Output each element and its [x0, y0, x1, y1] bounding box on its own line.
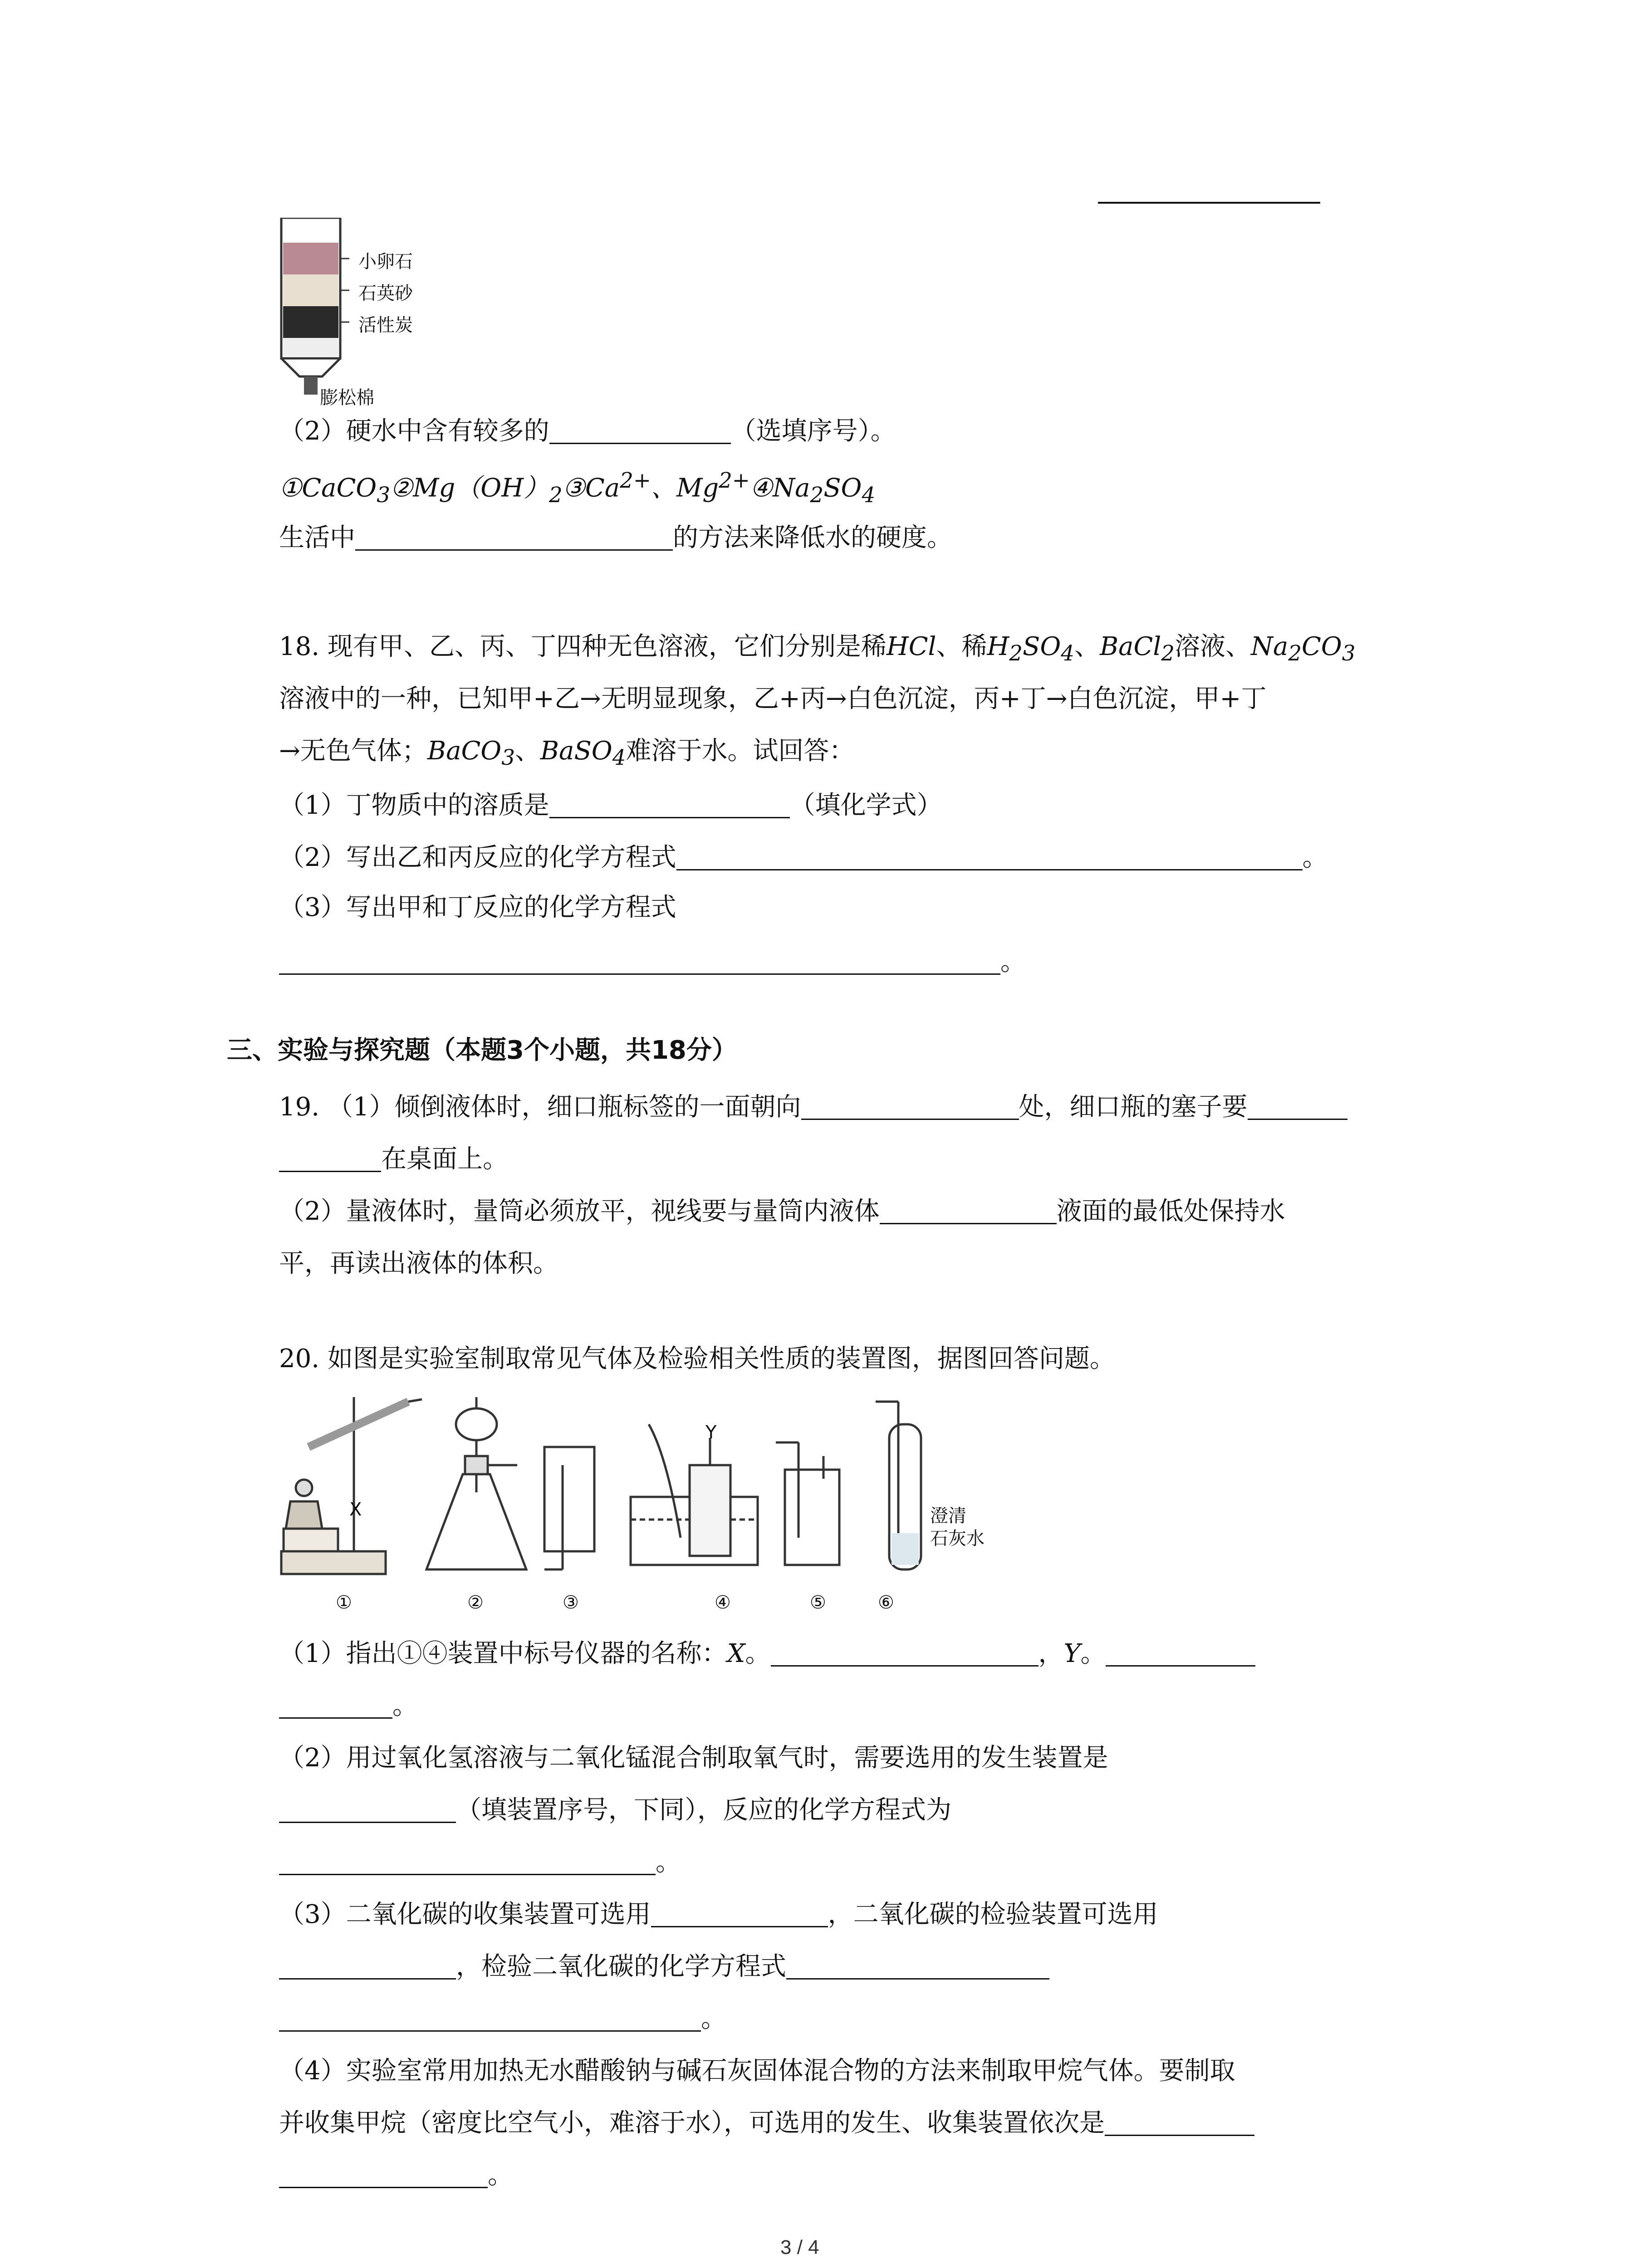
q17-life-prefix: 生活中: [279, 523, 355, 552]
q20-methane-blank[interactable]: [1105, 2109, 1254, 2136]
q20-intro: 20. 如图是实验室制取常见气体及检验相关性质的装置图，据图回答问题。: [279, 1344, 1115, 1374]
q20-part4-l2: 并收集甲烷（密度比空气小，难溶于水），可选用的发生、收集装置依次是: [279, 2107, 1254, 2140]
q20-co2-collect-blank[interactable]: [651, 1901, 828, 1927]
fig-number-5: ⑤: [810, 1592, 826, 1613]
section-3-title: 三、实验与探究题（本题3个小题，共18分）: [227, 1036, 737, 1065]
q17-part2-blank[interactable]: [549, 417, 731, 444]
answer-blank[interactable]: [1098, 202, 1320, 204]
label-activated-carbon: 活性炭: [358, 315, 413, 336]
fig-number-2: ②: [467, 1592, 484, 1613]
q18-part1: （1）丁物质中的溶质是 （填化学式）: [279, 791, 942, 820]
fig-number-3: ③: [563, 1592, 579, 1613]
q19-line4: 平，再读出液体的体积。: [279, 1249, 558, 1278]
q20-co2-equation-blank-cont[interactable]: [279, 2005, 701, 2032]
q19-line3: （2）量液体时，量筒必须放平，视线要与量筒内液体 液面的最低处保持水: [279, 1197, 1285, 1226]
q18-part3-answer: 。: [279, 946, 1026, 979]
page-number: 3 / 4: [780, 2236, 819, 2258]
q18-part3-blank[interactable]: [279, 948, 1000, 975]
apparatus-6: [876, 1402, 921, 1569]
q18-line3: →无色气体；BaCO$_3$、BaSO$_4$难溶于水。试回答：: [279, 736, 855, 771]
q20-part2-l2: （填装置序号，下同），反应的化学方程式为: [279, 1794, 951, 1827]
fig-label-x: X: [349, 1499, 362, 1520]
apparatus-2: [426, 1397, 526, 1569]
q18-part2: （2）写出乙和丙反应的化学方程式 。: [279, 843, 1328, 872]
fig-number-1: ①: [336, 1592, 352, 1613]
q20-part2: （2）用过氧化氢溶液与二氧化锰混合制取氧气时，需要选用的发生装置是: [279, 1743, 1108, 1773]
q20-part3-l2: ，检验二氧化碳的化学方程式: [279, 1950, 1049, 1984]
fig-number-6: ⑥: [878, 1592, 894, 1613]
q20-x-blank[interactable]: [771, 1640, 1038, 1667]
q20-methane-blank-cont[interactable]: [279, 2161, 488, 2188]
q17-options: $①CaCO_3②Mg(OH)_2③Ca^{2+}$、$Mg^{2+}④Na_2SO_4$: [279, 469, 876, 508]
q17-life-blank[interactable]: [355, 524, 673, 551]
q20-part2-l3: 。: [279, 1846, 681, 1879]
q20-part1-cont: 。: [279, 1690, 418, 1723]
q17-life-suffix: 的方法来降低水的硬度。: [673, 523, 952, 552]
label-pebble: 小卵石: [358, 251, 413, 272]
label-cotton: 膨松棉: [320, 387, 374, 408]
q18-line1: 18. 现有甲、乙、丙、丁四种无色溶液，它们分别是稀HCl、稀$H_2SO_4$、BaCl$_2$溶液、$Na_2CO_3$: [279, 632, 1356, 666]
q18-part2-blank[interactable]: [676, 844, 1303, 870]
q19-stopper-blank[interactable]: [1248, 1093, 1347, 1120]
q20-y-blank-cont[interactable]: [279, 1692, 392, 1719]
q17-part2-after: （选填序号）。: [730, 416, 896, 446]
fig-label-limewater-2: 石灰水: [930, 1528, 985, 1549]
cotton-layer: [283, 338, 338, 356]
q20-co2-equation-blank[interactable]: [786, 1953, 1049, 1980]
pebble-layer: [283, 243, 338, 274]
q20-part4: （4）实验室常用加热无水醋酸钠与碱石灰固体混合物的方法来制取甲烷气体。要制取: [279, 2056, 1235, 2086]
q20-part3: （3）二氧化碳的收集装置可选用 ，二氧化碳的检验装置可选用: [279, 1900, 1158, 1929]
apparatus-5: [776, 1442, 839, 1565]
apparatus-3: [544, 1447, 594, 1569]
q20-generator-blank[interactable]: [279, 1796, 456, 1823]
sand-layer: [283, 274, 338, 306]
q19-line2: 在桌面上。: [279, 1143, 508, 1176]
q20-part1: （1）指出①④装置中标号仪器的名称：X。 ，Y。: [279, 1637, 1255, 1671]
q20-part3-l3: 。: [279, 2003, 726, 2036]
q19-label-blank[interactable]: [801, 1093, 1019, 1120]
q20-y-blank[interactable]: [1106, 1640, 1255, 1667]
q19-meniscus-blank[interactable]: [880, 1198, 1057, 1224]
q17-part2: [279, 415, 896, 448]
apparatus-4: [631, 1424, 758, 1565]
fig-number-4: ④: [715, 1592, 731, 1613]
label-quartz-sand: 石英砂: [358, 283, 413, 304]
q18-part1-blank[interactable]: [549, 792, 790, 818]
q20-o2-equation-blank[interactable]: [279, 1848, 656, 1875]
q19-stopper-blank-cont[interactable]: [279, 1145, 381, 1172]
fig-label-y: Y: [705, 1422, 717, 1443]
fig-label-limewater-1: 澄清: [930, 1505, 966, 1526]
q20-co2-test-blank[interactable]: [279, 1953, 456, 1980]
q18-line2: 溶液中的一种，已知甲+乙→无明显现象，乙+丙→白色沉淀，丙+丁→白色沉淀，甲+丁: [279, 684, 1267, 714]
q18-part3: （3）写出甲和丁反应的化学方程式: [279, 893, 676, 922]
apparatus-figure: [272, 1388, 1043, 1606]
filter-outlet: [304, 376, 318, 395]
q20-part4-l3: 。: [279, 2159, 513, 2192]
q17-part2-text: （2）硬水中含有较多的: [279, 416, 549, 446]
carbon-layer: [283, 306, 338, 338]
q19-line1: 19. （1）倾倒液体时，细口瓶标签的一面朝向 处，细口瓶的塞子要: [279, 1091, 1347, 1124]
apparatus-1: [281, 1397, 422, 1574]
q17-life: [279, 522, 952, 555]
